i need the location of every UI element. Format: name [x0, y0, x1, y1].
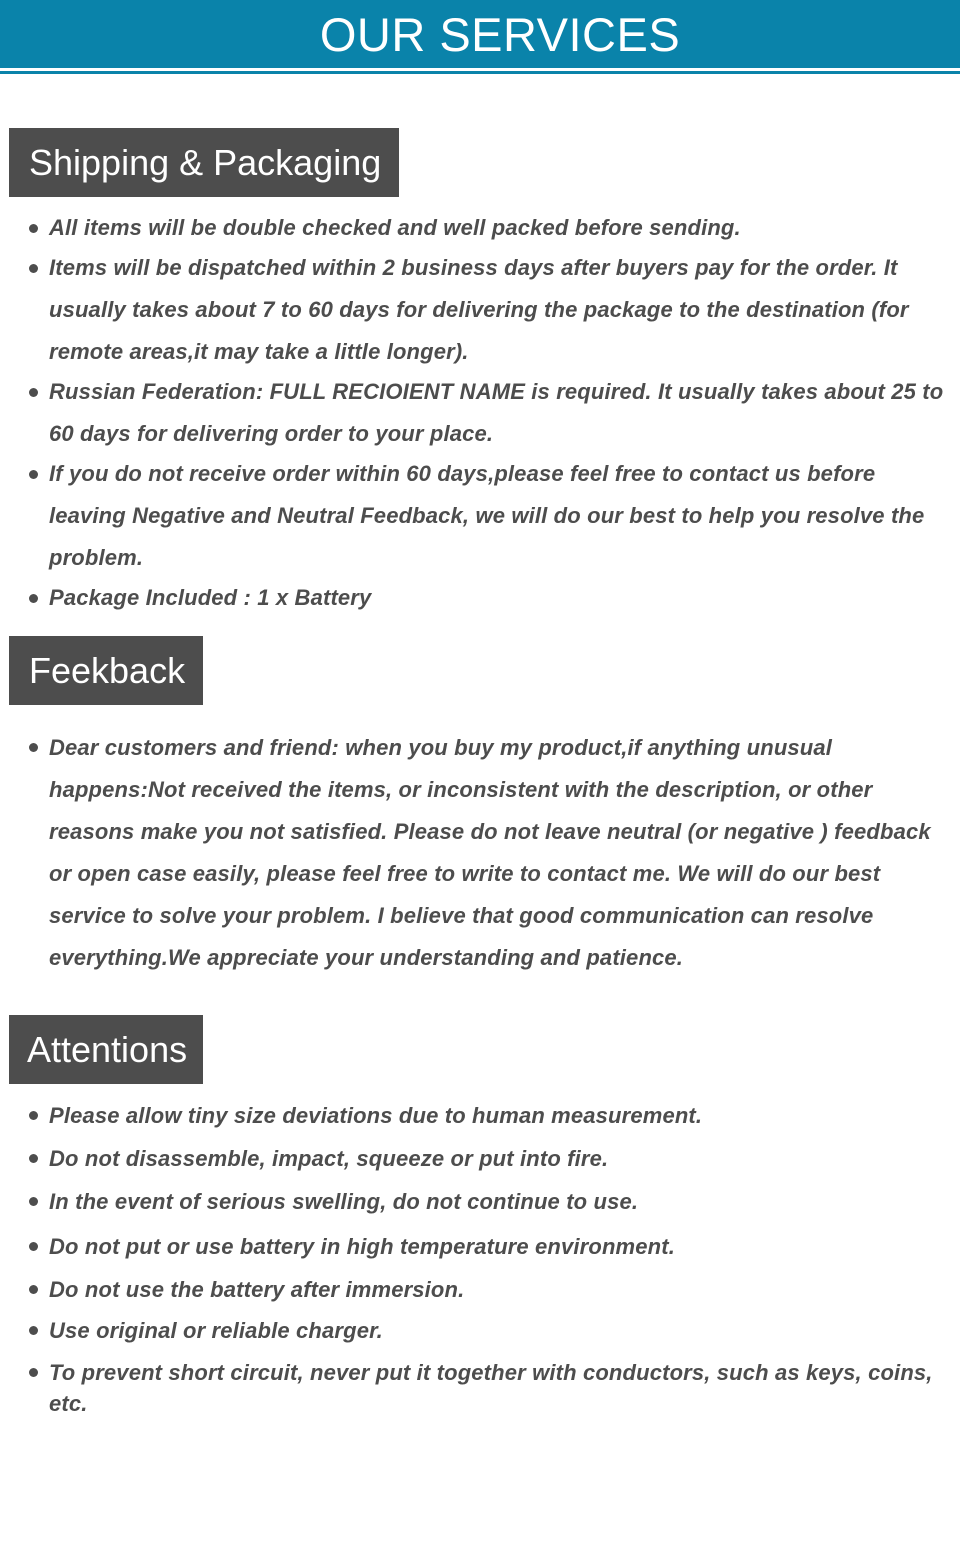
shipping-item [0, 247, 960, 373]
services-banner [0, 0, 960, 68]
bullet-icon [29, 743, 38, 752]
shipping-item-text: Items will be dispatched within 2 business days after buyers pay for the order. It usually takes about 7 to 60 days for delivering the package to the destination (for remote areas,it may take a little longer). [49, 255, 909, 364]
bullet-icon [29, 470, 38, 479]
attention-item [0, 1315, 948, 1346]
bullet-icon [29, 224, 38, 233]
shipping-item [0, 207, 960, 249]
feedback-item [0, 727, 948, 979]
shipping-section-heading: Shipping & Packaging [9, 128, 399, 197]
shipping-item [0, 577, 960, 619]
attention-item-text: Please allow tiny size deviations due to human measurement. [49, 1103, 703, 1128]
shipping-item [0, 453, 960, 579]
attention-item [0, 1186, 948, 1217]
attention-item [0, 1143, 948, 1174]
bullet-icon [29, 1242, 38, 1251]
shipping-item-text: If you do not receive order within 60 days,please feel free to contact us before leaving Negative and Neutral Feedback, we will do our best to help you resolve the problem. [49, 461, 925, 570]
bullet-icon [29, 1111, 38, 1120]
attention-item-text: Use original or reliable charger. [49, 1318, 383, 1343]
bullet-icon [29, 264, 38, 273]
attentions-section-heading: Attentions [9, 1015, 203, 1084]
shipping-item-text: Russian Federation: FULL RECIOIENT NAME is required. It usually takes about 25 to 60 days for delivering order to your place. [49, 379, 944, 446]
shipping-item-text: All items will be double checked and well packed before sending. [49, 215, 741, 240]
attention-item-text: Do not put or use battery in high temperature environment. [49, 1234, 675, 1259]
attention-item [0, 1274, 948, 1305]
bullet-icon [29, 1285, 38, 1294]
shipping-item [0, 371, 960, 455]
page-title: OUR SERVICES [319, 8, 681, 61]
bullet-icon [29, 1368, 38, 1377]
attention-item-text: Do not use the battery after immersion. [49, 1277, 465, 1302]
feedback-item-text: Dear customers and friend: when you buy my product,if anything unusual happens:Not received the items, or inconsistent with the description, or other reasons make you not satisfied. Please do not leave neutral (or negative ) feedback or open case easily, please feel free to write to contact me. We will do our best service to solve your problem. I believe that good communication can resolve everything.We appreciate your understanding and patience. [49, 735, 931, 970]
feedback-section-heading: Feekback [9, 636, 203, 705]
attention-item-text: Do not disassemble, impact, squeeze or put into fire. [49, 1146, 609, 1171]
bullet-icon [29, 1326, 38, 1335]
attention-item-text: In the event of serious swelling, do not continue to use. [49, 1189, 639, 1214]
bullet-icon [29, 594, 38, 603]
attention-item [0, 1100, 948, 1131]
bullet-icon [29, 1154, 38, 1163]
shipping-list [0, 207, 960, 617]
attention-item [0, 1357, 948, 1419]
bullet-icon [29, 388, 38, 397]
attention-item-text: To prevent short circuit, never put it together with conductors, such as keys, coins, etc. [49, 1360, 933, 1416]
attention-item [0, 1231, 948, 1262]
attentions-list [0, 1100, 948, 1419]
feedback-list [0, 727, 948, 979]
banner-divider [0, 71, 960, 74]
bullet-icon [29, 1197, 38, 1206]
shipping-item-text: Package Included : 1 x Battery [49, 585, 372, 610]
